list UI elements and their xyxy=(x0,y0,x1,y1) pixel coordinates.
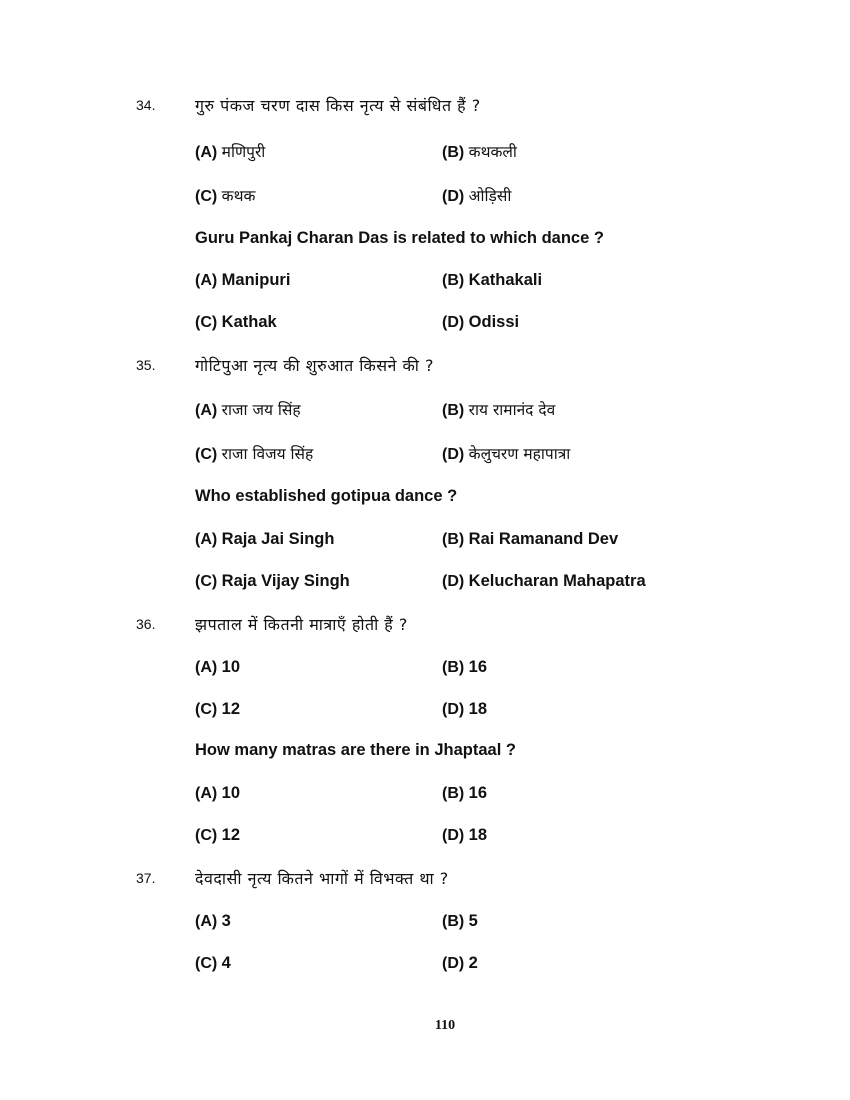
option-a-english: (A) 10 xyxy=(195,784,241,802)
page-number: 110 xyxy=(434,1018,456,1033)
option-b-english: (B) Kathakali xyxy=(442,271,543,289)
question-number: 36. xyxy=(136,616,156,632)
option-a-hindi: (A) 10 xyxy=(195,658,241,676)
option-b-english: (B) 16 xyxy=(442,784,488,802)
option-b-english: (B) Rai Ramanand Dev xyxy=(442,530,619,548)
question-number: 37. xyxy=(136,870,156,886)
option-d-english: (D) Kelucharan Mahapatra xyxy=(442,572,646,590)
option-d-hindi: (D) केलुचरण महापात्रा xyxy=(442,445,571,463)
question-text-english: Who established gotipua dance ? xyxy=(195,487,458,505)
option-a-hindi: (A) 3 xyxy=(195,912,231,930)
option-b-hindi: (B) 16 xyxy=(442,658,488,676)
question-number: 35. xyxy=(136,357,156,373)
option-a-english: (A) Raja Jai Singh xyxy=(195,530,335,548)
option-c-english: (C) Kathak xyxy=(195,313,277,331)
option-a-english: (A) Manipuri xyxy=(195,271,291,289)
option-a-hindi: (A) मणिपुरी xyxy=(195,143,266,161)
option-c-english: (C) Raja Vijay Singh xyxy=(195,572,350,590)
option-c-hindi: (C) कथक xyxy=(195,187,256,205)
question-text-hindi: गोटिपुआ नृत्य की शुरुआत किसने की ? xyxy=(195,356,435,375)
option-d-hindi: (D) 2 xyxy=(442,954,478,972)
option-d-hindi: (D) 18 xyxy=(442,700,488,718)
question-text-hindi: गुरु पंकज चरण दास किस नृत्य से संबंधित हैं ? xyxy=(195,96,481,115)
question-text-hindi: देवदासी नृत्य कितने भागों में विभक्त था ? xyxy=(195,869,449,888)
option-b-hindi: (B) 5 xyxy=(442,912,478,930)
option-c-english: (C) 12 xyxy=(195,826,241,844)
question-text-hindi: झपताल में कितनी मात्राएँ होती हैं ? xyxy=(195,615,408,634)
question-text-english: Guru Pankaj Charan Das is related to which dance ? xyxy=(195,229,604,247)
option-c-hindi: (C) 4 xyxy=(195,954,231,972)
option-b-hindi: (B) कथकली xyxy=(442,143,517,161)
question-text-english: How many matras are there in Jhaptaal ? xyxy=(195,741,516,759)
option-d-hindi: (D) ओड़िसी xyxy=(442,187,512,205)
option-c-hindi: (C) राजा विजय सिंह xyxy=(195,445,314,463)
option-d-english: (D) 18 xyxy=(442,826,488,844)
question-number: 34. xyxy=(136,97,156,113)
option-a-hindi: (A) राजा जय सिंह xyxy=(195,401,301,419)
option-c-hindi: (C) 12 xyxy=(195,700,241,718)
option-b-hindi: (B) राय रामानंद देव xyxy=(442,401,556,419)
option-d-english: (D) Odissi xyxy=(442,313,520,331)
